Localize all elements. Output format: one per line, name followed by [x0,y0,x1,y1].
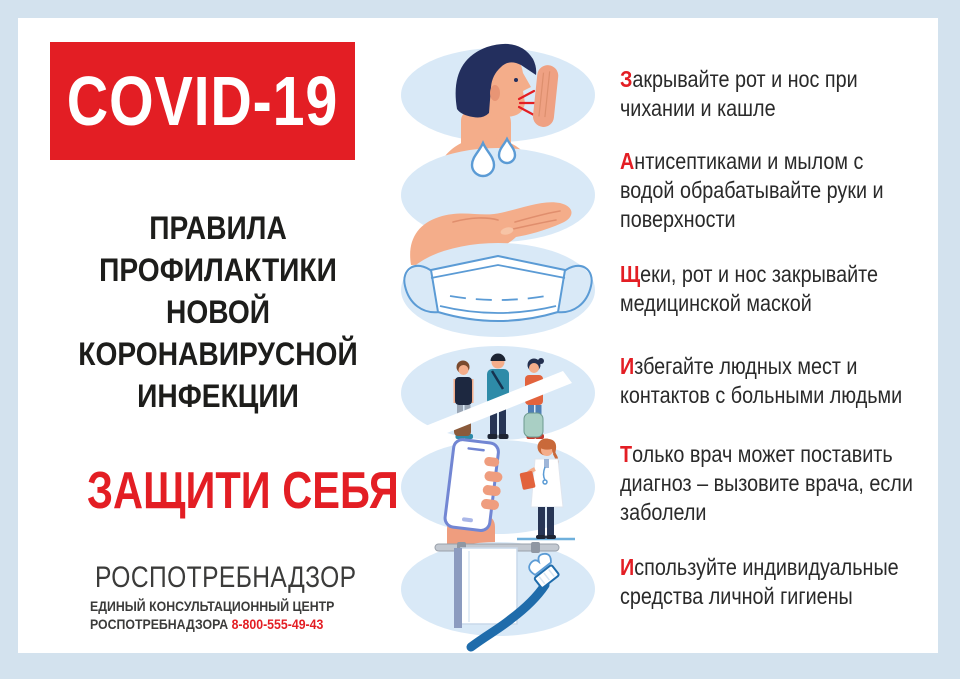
slogan-text: ЗАЩИТИ СЕБЯ [86,462,399,520]
advice-lead-letter: Т [620,441,633,467]
advice-line: Избегайте людных мест и [620,353,858,379]
advice-item-antiseptic [620,147,904,234]
advice-line: контактов с больными людьми [620,382,903,408]
advice-item-avoid-crowds [620,352,904,410]
advice-line: заболели [620,499,707,525]
advice-lead-letter: З [620,66,633,92]
title-line: ПРОФИЛАКТИКИ [99,252,337,288]
title-line: ИНФЕКЦИИ [137,378,299,414]
poster-title [68,207,367,417]
advice-lead-letter: А [620,148,635,174]
hotline-block [90,597,334,633]
advice-line: Закрывайте рот и нос при [620,66,858,92]
advice-line: Щеки, рот и нос закрывайте [620,261,878,287]
advice-line: средства личной гигиены [620,583,853,609]
hotline-org: РОСПОТРЕБНАДЗОРА [90,616,229,632]
advice-item-sneeze [620,65,904,123]
advice-line: диагноз – вызовите врача, если [620,470,913,496]
advice-item-doctor [620,440,913,527]
advice-item-mask [620,260,904,318]
advice-line: Только врач может поставить [620,441,893,467]
advice-lead-letter: И [620,554,635,580]
advice-line: Используйте индивидуальные [620,554,899,580]
advice-item-hygiene [620,553,904,611]
title-line: ПРАВИЛА [149,210,287,246]
advice-line: Антисептиками и мылом с [620,148,864,174]
org-name: РОСПОТРЕБНАДЗОР [95,561,357,594]
advice-line: поверхности [620,206,736,232]
advice-lead-letter: И [620,353,635,379]
hotline-line [90,615,334,633]
title-line: НОВОЙ [165,294,271,330]
covid-19-badge-label: COVID-19 [66,62,339,140]
advice-lead-letter: Щ [620,261,641,287]
covid-19-badge [50,42,355,160]
title-line: КОРОНАВИРУСНОЙ [78,336,358,372]
advice-line: чихании и кашле [620,95,776,121]
hotline-line: ЕДИНЫЙ КОНСУЛЬТАЦИОННЫЙ ЦЕНТР [90,598,335,614]
poster-card [18,18,938,653]
advice-line: медицинской маской [620,290,812,316]
hotline-phone: 8-800-555-49-43 [231,616,324,632]
slogan [48,461,399,521]
advice-line: водой обрабатывайте руки и [620,177,884,203]
personal-hygiene-icon [395,519,601,659]
